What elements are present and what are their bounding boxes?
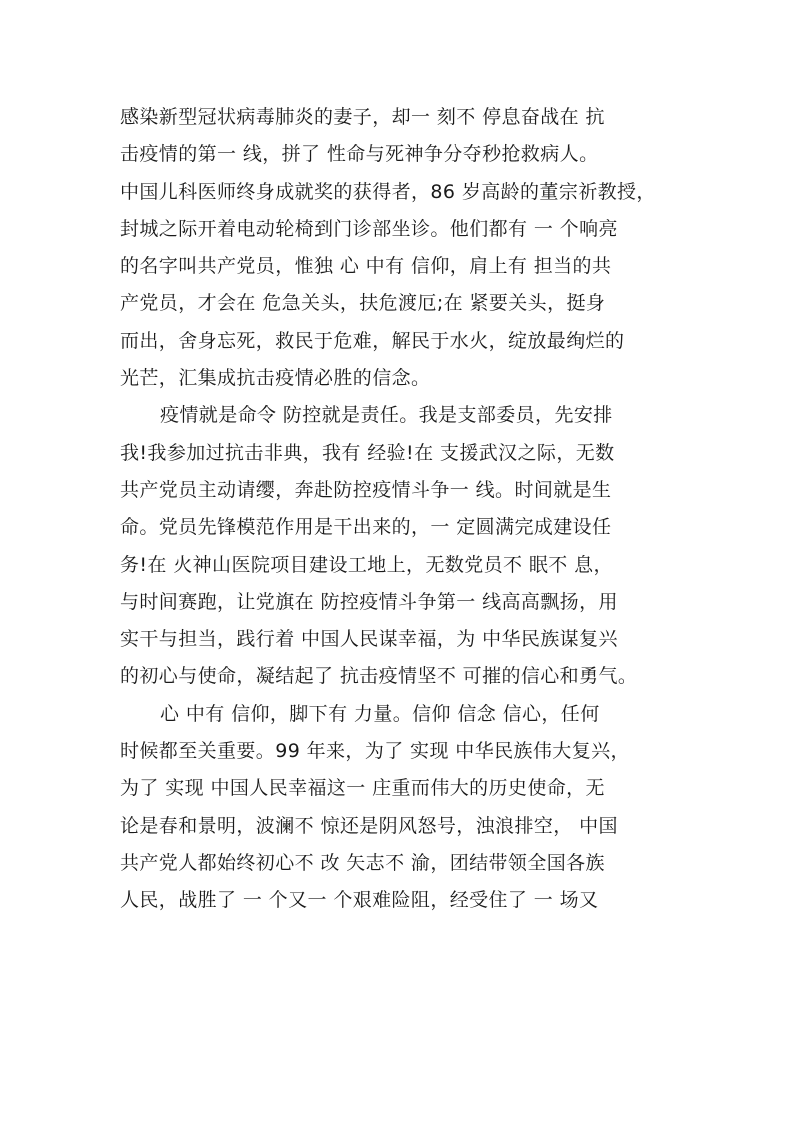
text-line: 为了 实现 中国人民幸福这一 庄重而伟大的历史使命，无: [120, 777, 605, 800]
text-line: 我!我参加过抗击非典，我有 经验!在 支援武汉之际，无数: [120, 441, 615, 464]
text-line: 命。党员先锋模范作用是干出来的，一 定圆满完成建设任: [120, 516, 612, 539]
text-line: 论是春和景明，波澜不 惊还是阴风怒号，浊浪排空， 中国: [120, 814, 618, 837]
text-line: 击疫情的第一 线，拼了 性命与死神争分夺秒抢救病人。: [120, 143, 599, 166]
text-line: 共产党员主动请缨，奔赴防控疫情斗争一 线。时间就是生: [120, 478, 612, 501]
text-line: 中国儿科医师终身成就奖的获得者，86 岁高龄的董宗祈教授，: [120, 180, 656, 203]
text-line: 感染新型冠状病毒肺炎的妻子，却一 刻不 停息奋战在 抗: [120, 106, 605, 128]
text-line: 产党员，才会在 危急关头，扶危渡厄;在 紧要关头，挺身: [120, 292, 606, 315]
text-line: 而出，舍身忘死，救民于危难，解民于水火，绽放最绚烂的: [120, 329, 625, 352]
text-line: 实干与担当，践行着 中国人民谋幸福，为 中华民族谋复兴: [120, 628, 618, 651]
paragraph-start-line: 心 中有 信仰，脚下有 力量。信仰 信念 信心，任何: [160, 702, 600, 725]
text-line: 务!在 火神山医院项目建设工地上，无数党员不 眠不 息，: [120, 553, 613, 576]
text-line: 与时间赛跑，让党旗在 防控疫情斗争第一 线高高飘扬，用: [120, 590, 618, 613]
text-line: 光芒，汇集成抗击疫情必胜的信念。: [120, 367, 431, 390]
text-line: 的初心与使命，凝结起了 抗击疫情坚不 可摧的信心和勇气。: [120, 665, 638, 688]
text-line: 人民，战胜了 一 个又一 个艰难险阻，经受住了 一 场又: [120, 889, 599, 912]
text-line: 封城之际开着电动轮椅到门诊部坐诊。他们都有 一 个响亮: [120, 217, 618, 240]
text-line: 共产党人都始终初心不 改 矢志不 渝，团结带领全国各族: [120, 851, 605, 874]
body-text: [120, 99, 700, 920]
text-line: 的名字叫共产党员，惟独 心 中有 信仰，肩上有 担当的共: [120, 255, 612, 278]
text-line: 时候都至关重要。99 年来，为了 实现 中华民族伟大复兴，: [120, 740, 630, 763]
paragraph-start-line: 疫情就是命令 防控就是责任。我是支部委员，先安排: [160, 404, 613, 427]
